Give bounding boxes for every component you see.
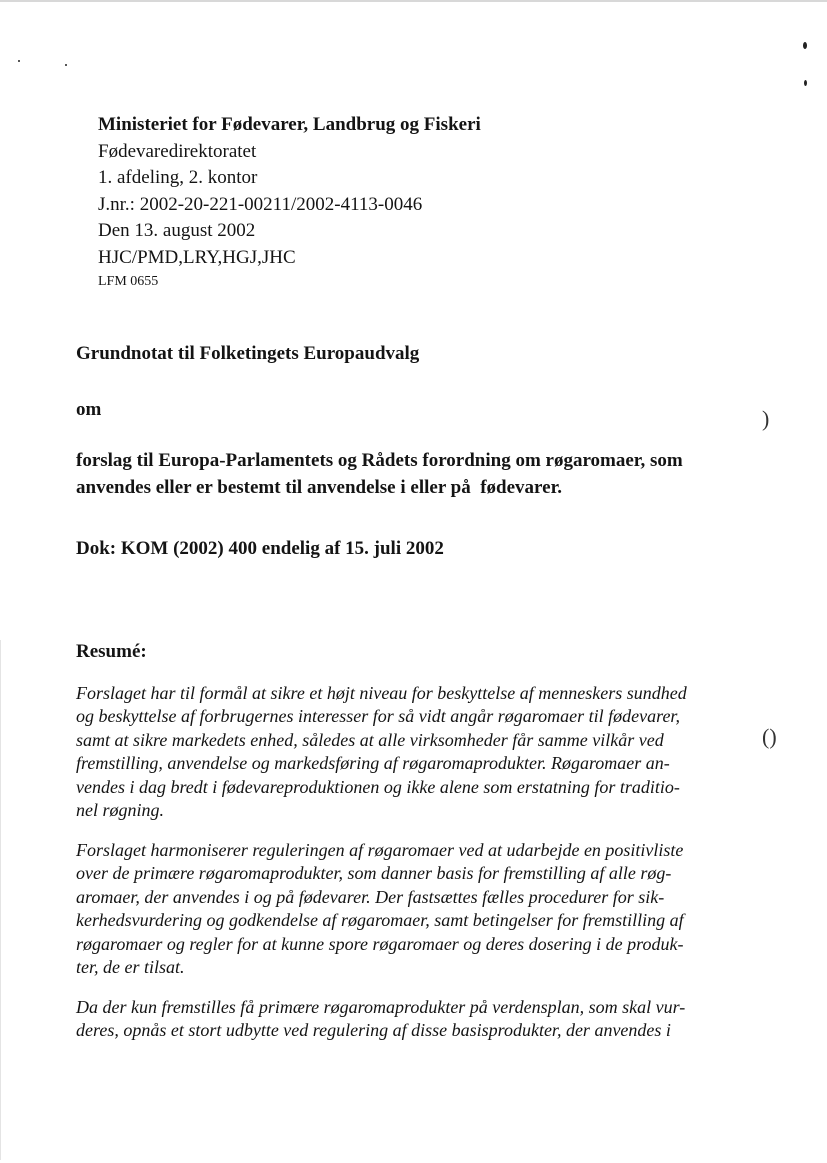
- scan-edge-top: [0, 0, 827, 2]
- paragraph-line: røgaromaer og regler for at kunne spore røgaromaer og deres dosering i de produk-: [76, 933, 684, 954]
- paragraph-line: over de primære røgaromaprodukter, som danner basis for fremstilling af alle røg-: [76, 863, 672, 884]
- author-initials: HJC/PMD,LRY,HGJ,JHC: [98, 246, 296, 268]
- journal-number: J.nr.: 2002-20-221-00211/2002-4113-0046: [98, 193, 423, 215]
- scan-speck: [803, 42, 807, 49]
- paragraph-line: samt at sikre markedets enhed, således at alle virksomheder får samme vilkår ved: [76, 729, 664, 750]
- subject-line: [76, 447, 756, 501]
- subject-line-1: forslag til Europa-Parlamentets og Rådets forordning om røgaromaer, som: [76, 450, 683, 471]
- paragraph-line: fremstilling, anvendelse og markedsføring af røgaromaprodukter. Røgaromaer an-: [76, 753, 670, 774]
- main-title: Grundnotat til Folketingets Europaudvalg: [76, 343, 420, 364]
- scan-speck: [804, 80, 807, 86]
- paragraph-line: og beskyttelse af forbrugernes interesser for så vidt angår røgaromaer til fødevarer,: [76, 706, 680, 727]
- resume-paragraph-1: [76, 682, 756, 822]
- letterhead: [98, 112, 481, 293]
- document-reference: Dok: KOM (2002) 400 endelig af 15. juli 2002: [76, 538, 444, 559]
- paragraph-line: aromaer, der anvendes i og på fødevarer. Der fastsættes fælles procedurer for sik-: [76, 886, 665, 907]
- paragraph-line: Da der kun fremstilles få primære røgaromaprodukter på verdensplan, som skal vur-: [76, 997, 686, 1017]
- reference-code: LFM 0655: [98, 274, 159, 289]
- paragraph-line: kerhedsvurdering og godkendelse af røgaromaer, samt betingelser for fremstilling af: [76, 910, 684, 931]
- title-om: om: [76, 399, 102, 420]
- paragraph-line: Forslaget harmoniserer reguleringen af røgaromaer ved at udarbejde en positivliste: [76, 840, 684, 860]
- paragraph-line: Forslaget har til formål at sikre et højt niveau for beskyttelse af menneskers sundhed: [76, 683, 687, 703]
- subject-line-2: anvendes eller er bestemt til anvendelse i eller på fødevarer.: [76, 477, 563, 498]
- scan-speck: [65, 64, 67, 66]
- margin-hole-mark: ): [762, 406, 770, 431]
- document-date: Den 13. august 2002: [98, 220, 256, 241]
- margin-hole-mark: (): [762, 724, 777, 749]
- resume-paragraph-2: [76, 839, 756, 979]
- resume-paragraph-3: [76, 996, 756, 1043]
- resume-heading: Resumé:: [76, 641, 147, 662]
- ministry-name: Ministeriet for Fødevarer, Landbrug og Fiskeri: [98, 114, 481, 135]
- scan-edge-left: [0, 640, 1, 1160]
- directorate: Fødevaredirektoratet: [98, 140, 257, 162]
- department: 1. afdeling, 2. kontor: [98, 167, 258, 188]
- paragraph-line: deres, opnås et stort udbytte ved regulering af disse basisprodukter, der anvendes i: [76, 1020, 671, 1041]
- paragraph-line: vendes i dag bredt i fødevareproduktionen og ikke alene som erstatning for traditio-: [76, 776, 680, 797]
- scan-speck: [18, 60, 20, 62]
- paragraph-line: nel røgning.: [76, 800, 164, 821]
- paragraph-line: ter, de er tilsat.: [76, 957, 185, 978]
